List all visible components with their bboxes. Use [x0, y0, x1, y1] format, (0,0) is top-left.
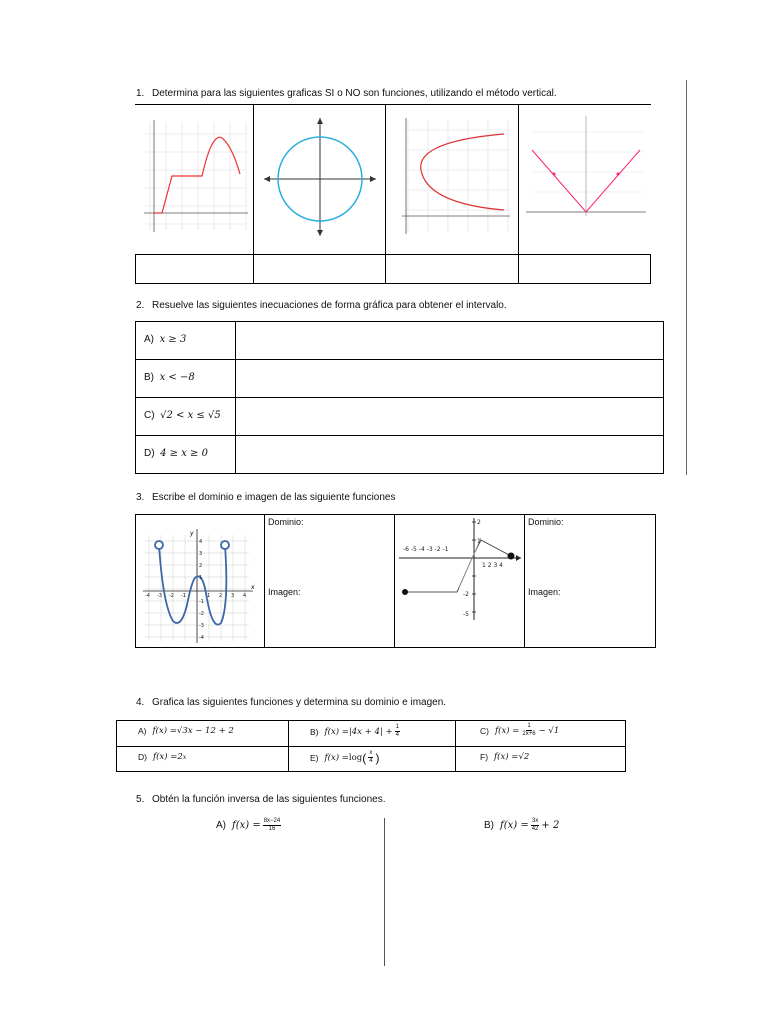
inequality-a: A) x ≥ 3	[144, 334, 187, 345]
function-d: D) f(x) = 2 x	[138, 752, 187, 762]
x-tick-label: -1	[181, 593, 186, 599]
q5-divider	[384, 818, 385, 966]
function-a: A) f(x) = √3x − 12 + 2	[138, 726, 234, 736]
q2-row-divider	[135, 435, 664, 436]
answer-cell[interactable]	[238, 323, 662, 357]
absolute-value-graph	[522, 112, 648, 240]
y-tick-label: -4	[199, 635, 204, 641]
q3-divider	[524, 514, 525, 648]
x-tick-labels-positive: 1 2 3 4	[482, 562, 503, 569]
y-tick-label: -1	[199, 599, 204, 605]
piecewise-curve-graph	[140, 112, 250, 237]
question-5-heading: 5. Obtén la función inversa de las siguientes funciones.	[136, 794, 386, 805]
inverse-function-a: A) f(x) = $\frac{8x-24}{16}$	[216, 818, 281, 832]
x-tick-label: 1	[207, 593, 211, 599]
function-b: B) f(x) = |4x + 4| + $\frac{1}{4}$	[310, 724, 399, 738]
function-f: F) f(x) = √2	[480, 752, 530, 762]
question-3-heading: 3. Escribe el dominio e imagen de las siguiente funciones	[136, 492, 396, 503]
y-tick-label: 1	[199, 575, 203, 581]
y-tick-label: -3	[199, 623, 204, 629]
q2-row-divider	[135, 359, 664, 360]
inequality-b: B) x < −8	[144, 372, 195, 383]
answer-cell[interactable]	[387, 256, 516, 282]
y-tick-label: -2	[199, 611, 204, 617]
circle-graph	[258, 112, 380, 240]
piecewise-line-graph	[397, 516, 523, 644]
y-tick-label: 3	[199, 551, 203, 557]
dominio-label: Dominio:	[528, 517, 564, 527]
q3-divider	[394, 514, 395, 648]
answer-cell[interactable]	[520, 256, 649, 282]
q2-row-divider	[135, 397, 664, 398]
y-tick-label: 1	[477, 538, 481, 545]
x-axis-label: x	[251, 584, 255, 591]
y-tick-label: -5	[463, 611, 469, 618]
y-tick-label: -2	[463, 591, 469, 598]
x-tick-label: 3	[231, 593, 235, 599]
imagen-label: Imagen:	[528, 587, 561, 597]
question-4-heading: 4. Grafica las siguientes funciones y determina su dominio e imagen.	[136, 697, 447, 708]
x-tick-label: -4	[145, 593, 150, 599]
sideways-parabola-graph	[390, 112, 514, 240]
answer-cell[interactable]	[238, 437, 662, 471]
dominio-label: Dominio:	[268, 517, 304, 527]
answer-cell[interactable]	[255, 256, 383, 282]
x-tick-label: 2	[219, 593, 223, 599]
page-margin-line	[686, 80, 687, 475]
imagen-label: Imagen:	[268, 587, 301, 597]
y-axis-label: y	[190, 530, 194, 537]
answer-cell[interactable]	[137, 256, 251, 282]
y-tick-label: 2	[199, 563, 203, 569]
question-1-heading: 1. Determina para las siguientes graficas SI o NO son funciones, utilizando el método vertical.	[136, 88, 557, 99]
q4-row-divider	[116, 746, 626, 747]
polynomial-graph	[139, 525, 261, 645]
y-tick-label: 2	[477, 519, 481, 526]
inequality-c: C) √2 < x ≤ √5	[144, 410, 221, 421]
x-tick-label: 4	[243, 593, 247, 599]
x-tick-label: -3	[157, 593, 162, 599]
function-c: C) f(x) = $\frac{1}{2x+6}$ − √1	[480, 723, 560, 737]
x-tick-label: -2	[169, 593, 174, 599]
function-e: E) f(x) = log ( $\frac{x}{4}$ )	[310, 750, 380, 765]
x-tick-labels-negative: -6 -5 -4 -3 -2 -1	[403, 546, 449, 553]
inequality-d: D) 4 ≥ x ≥ 0	[144, 448, 208, 459]
answer-cell[interactable]	[238, 399, 662, 433]
inverse-function-b: B) f(x) = $\frac{3x}{42}$ + 2	[484, 818, 560, 832]
question-2-heading: 2. Resuelve las siguientes inecuaciones de forma gráfica para obtener el intervalo.	[136, 300, 507, 311]
q1-table-top-border	[135, 104, 651, 105]
answer-cell[interactable]	[238, 361, 662, 395]
y-tick-label: 4	[199, 539, 203, 545]
q3-divider	[264, 514, 265, 648]
